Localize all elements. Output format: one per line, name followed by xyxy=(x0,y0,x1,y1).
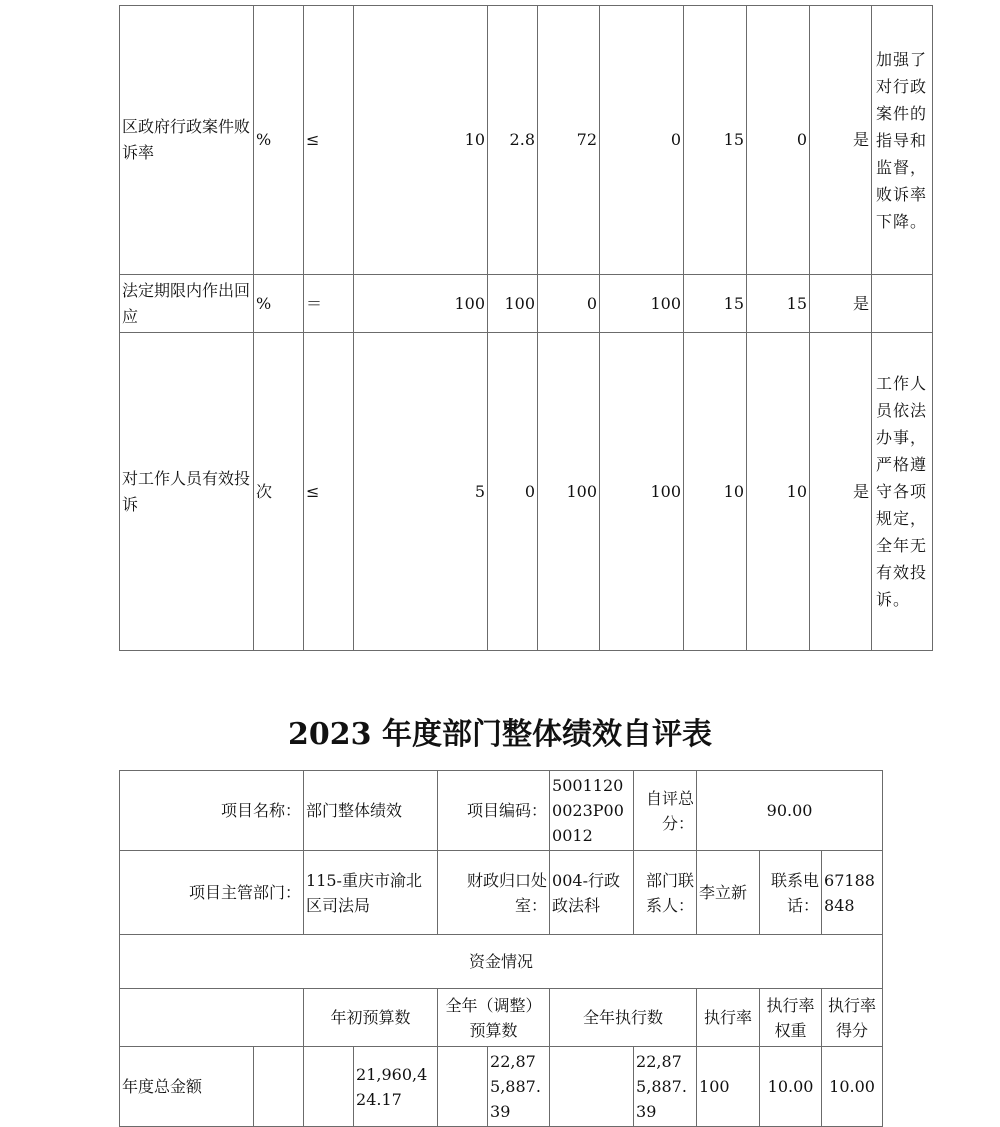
col-rate-score: 执行率得分 xyxy=(822,989,883,1047)
department-row xyxy=(120,851,883,935)
indicator-actual: 100 xyxy=(600,275,684,333)
total-initial: 21,960,424.17 xyxy=(354,1047,438,1127)
indicator-score: 10 xyxy=(747,333,810,651)
total-weight: 10.00 xyxy=(760,1047,822,1127)
finance-office-value: 004-行政政法科 xyxy=(550,851,634,935)
project-code-label: 项目编码： xyxy=(438,771,550,851)
indicator-rate: 100 xyxy=(538,333,600,651)
indicator-operator: ≤ xyxy=(304,6,354,275)
indicator-prev: 0 xyxy=(488,333,538,651)
total-rate: 100 xyxy=(697,1047,760,1127)
indicator-target: 100 xyxy=(354,275,488,333)
indicator-rate: 0 xyxy=(538,275,600,333)
self-score-value: 90.00 xyxy=(697,771,883,851)
indicator-row xyxy=(120,6,933,275)
indicator-weight: 10 xyxy=(684,333,747,651)
col-execution: 全年执行数 xyxy=(550,989,697,1047)
indicator-row xyxy=(120,333,933,651)
contact-value: 李立新 xyxy=(697,851,760,935)
project-code-value: 50011200023P000012 xyxy=(550,771,634,851)
indicator-unit: % xyxy=(254,6,304,275)
indicator-score: 0 xyxy=(747,6,810,275)
project-name-value: 部门整体绩效 xyxy=(304,771,438,851)
indicator-prev: 2.8 xyxy=(488,6,538,275)
indicator-operator: ≤ xyxy=(304,333,354,651)
performance-indicator-table xyxy=(119,5,933,651)
project-name-row xyxy=(120,771,883,851)
total-execution: 22,875,887.39 xyxy=(634,1047,697,1127)
indicator-rate: 72 xyxy=(538,6,600,275)
indicator-met: 是 xyxy=(810,275,872,333)
self-score-label: 自评总分： xyxy=(634,771,697,851)
department-label: 项目主管部门： xyxy=(120,851,304,935)
funds-header: 资金情况 xyxy=(120,935,883,989)
indicator-met: 是 xyxy=(810,6,872,275)
indicator-weight: 15 xyxy=(684,6,747,275)
phone-value: 67188848 xyxy=(822,851,883,935)
indicator-note: 工作人员依法办事，严格遵守各项规定，全年无有效投诉。 xyxy=(872,333,933,651)
funds-header-row xyxy=(120,935,883,989)
indicator-met: 是 xyxy=(810,333,872,651)
indicator-name: 法定期限内作出回应 xyxy=(120,275,254,333)
department-value: 115-重庆市渝北区司法局 xyxy=(304,851,438,935)
indicator-prev: 100 xyxy=(488,275,538,333)
indicator-weight: 15 xyxy=(684,275,747,333)
indicator-target: 5 xyxy=(354,333,488,651)
indicator-actual: 0 xyxy=(600,6,684,275)
indicator-name: 对工作人员有效投诉 xyxy=(120,333,254,651)
funds-columns-row xyxy=(120,989,883,1047)
finance-office-label: 财政归口处室： xyxy=(438,851,550,935)
total-score: 10.00 xyxy=(822,1047,883,1127)
project-name-label: 项目名称： xyxy=(120,771,304,851)
col-adjusted-budget: 全年（调整）预算数 xyxy=(438,989,550,1047)
indicator-note: 加强了对行政案件的指导和监督，败诉率下降。 xyxy=(872,6,933,275)
indicator-note xyxy=(872,275,933,333)
indicator-unit: % xyxy=(254,275,304,333)
indicator-target: 10 xyxy=(354,6,488,275)
col-rate-weight: 执行率权重 xyxy=(760,989,822,1047)
indicator-operator: ＝ xyxy=(304,275,354,333)
form-title: 2023 年度部门整体绩效自评表 xyxy=(288,717,712,752)
indicator-actual: 100 xyxy=(600,333,684,651)
indicator-name: 区政府行政案件败诉率 xyxy=(120,6,254,275)
total-adjusted: 22,875,887.39 xyxy=(488,1047,550,1127)
indicator-row xyxy=(120,275,933,333)
indicator-score: 15 xyxy=(747,275,810,333)
self-evaluation-table xyxy=(119,770,883,1127)
phone-label: 联系电话： xyxy=(760,851,822,935)
col-exec-rate: 执行率 xyxy=(697,989,760,1047)
total-label: 年度总金额 xyxy=(120,1047,254,1127)
indicator-unit: 次 xyxy=(254,333,304,651)
col-initial-budget: 年初预算数 xyxy=(304,989,438,1047)
total-amount-row xyxy=(120,1047,883,1127)
contact-label: 部门联系人： xyxy=(634,851,697,935)
